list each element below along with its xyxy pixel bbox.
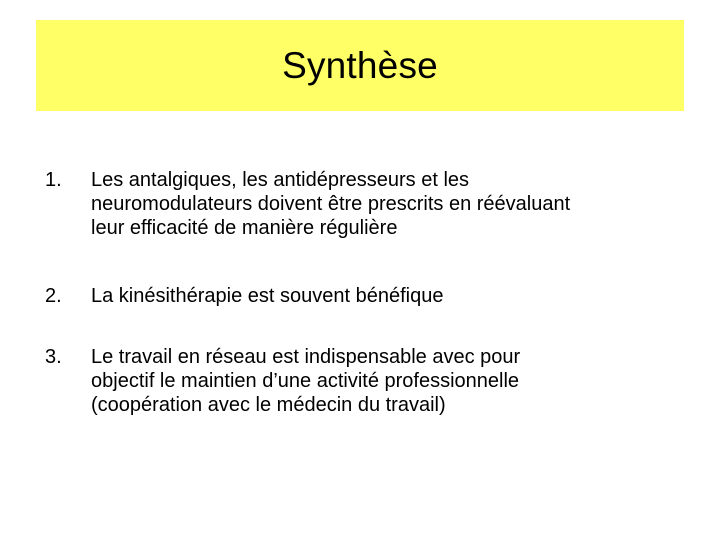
list-item (36, 345, 686, 421)
list-item-line: leur efficacité de manière régulière (91, 217, 398, 239)
list-item-line: La kinésithérapie est souvent bénéfique (91, 285, 444, 307)
list-item-number: 1. (45, 169, 62, 191)
list-item-line: Le travail en réseau est indispensable avec pour (91, 346, 521, 368)
list-item (36, 168, 686, 244)
list-item (36, 284, 686, 310)
slide-title: Synthèse (282, 45, 438, 86)
list-item-text (91, 284, 691, 308)
list-item-text (91, 345, 691, 417)
list-item-line: Les antalgiques, les antidépresseurs et les (91, 169, 470, 191)
list-item-number: 3. (45, 346, 62, 368)
list-item-line: objectif le maintien d’une activité professionnelle (91, 370, 520, 392)
list-item-line: (coopération avec le médecin du travail) (91, 394, 446, 416)
list-item-text (91, 168, 691, 240)
list-item-number: 2. (45, 285, 62, 307)
list-item-line: neuromodulateurs doivent être prescrits en réévaluant (91, 193, 571, 215)
